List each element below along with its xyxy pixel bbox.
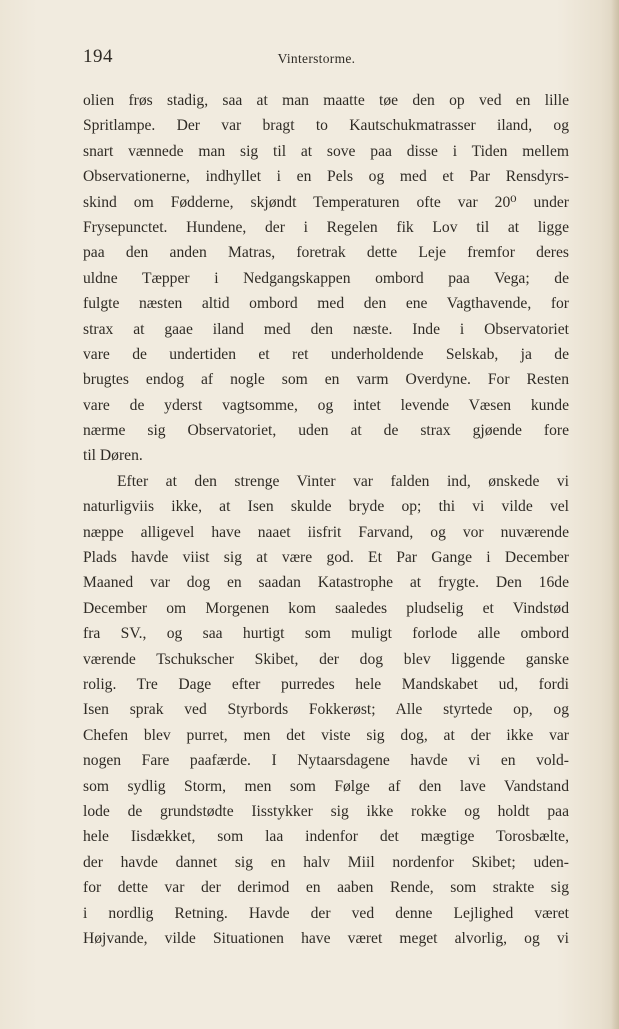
text-line: for dette var der derimod en aaben Rende, som strakte sig xyxy=(83,879,569,897)
text-line: Frysepunctet. Hundene, der i Regelen fik Lov til at ligge xyxy=(83,218,569,236)
text-line: nogen Fare paafærde. I Nytaarsdagene havde vi en vold- xyxy=(83,752,569,770)
page-number: 194 xyxy=(83,46,113,67)
text-line: fulgte næsten altid ombord med den ene Vagthavende, for xyxy=(83,295,569,313)
text-line: fra SV., og saa hurtigt som muligt forlode alle ombord xyxy=(83,625,569,643)
text-line: værende Tschukscher Skibet, der dog blev liggende ganske xyxy=(83,650,569,668)
text-line: uldne Tæpper i Nedgangskappen ombord paa Vega; de xyxy=(83,269,569,287)
text-line-paragraph-start: Efter at den strenge Vinter var falden ind, ønskede vi xyxy=(117,472,569,490)
running-title: Vinterstorme. xyxy=(277,51,356,66)
text-line: olien frøs stadig, saa at man maatte tøe den op ved en lille xyxy=(83,92,569,109)
text-line: Chefen blev purret, men det viste sig dog, at der ikke var xyxy=(83,726,569,744)
text-line: Højvande, vilde Situationen have været meget alvorlig, og vi xyxy=(83,929,569,947)
text-line: Maaned var dog en saadan Katastrophe at frygte. Den 16de xyxy=(83,574,569,592)
text-line: naturligviis ikke, at Isen skulde bryde op; thi vi vilde vel xyxy=(83,498,569,516)
text-line-paragraph-end: til Døren. xyxy=(83,447,143,465)
text-line: nærme sig Observatoriet, uden at de strax gjøende fore xyxy=(83,422,569,440)
text-line: paa den anden Matras, foretrak dette Leje fremfor deres xyxy=(83,244,569,262)
text-line: snart vænnede man sig til at sove paa disse i Tiden mellem xyxy=(83,142,569,160)
text-line: strax at gaae iland med den næste. Inde i Observatoriet xyxy=(83,320,569,338)
body-text xyxy=(83,88,569,951)
text-line: vare de undertiden et ret underholdende Selskab, ja de xyxy=(83,345,569,363)
text-line: December om Morgenen kom saaledes pludselig et Vindstød xyxy=(83,599,569,617)
text-line: hele Iisdækket, som laa indenfor det mægtige Torosbælte, xyxy=(83,828,569,846)
text-line: som sydlig Storm, men som Følge af den lave Vandstand xyxy=(83,777,569,795)
text-line: Plads havde viist sig at være god. Et Par Gange i December xyxy=(83,549,569,567)
text-line: næppe alligevel have naaet iisfrit Farvand, og vor nuværende xyxy=(83,523,569,541)
text-line: brugtes endog af nogle som en varm Overdyne. For Resten xyxy=(83,371,569,389)
page-edge-shadow xyxy=(611,0,619,1029)
text-line: rolig. Tre Dage efter purredes hele Mandskabet ud, fordi xyxy=(83,675,569,693)
text-line: i nordlig Retning. Havde der ved denne Lejlighed været xyxy=(83,904,569,922)
text-line: skind om Fødderne, skjøndt Temperaturen ofte var 20⁰ under xyxy=(83,193,569,211)
text-line: Spritlampe. Der var bragt to Kautschukmatrasser iland, og xyxy=(83,117,569,135)
text-line: lode de grundstødte Iisstykker sig ikke rokke og holdt paa xyxy=(83,802,569,820)
text-line: vare de yderst vagtsomme, og intet levende Væsen kunde xyxy=(83,396,569,414)
text-line: Isen sprak ved Styrbords Fokkerøst; Alle styrtede op, og xyxy=(83,701,569,719)
text-line: Observationerne, indhyllet i en Pels og med et Par Rensdyrs- xyxy=(83,168,569,186)
text-line: der havde dannet sig en halv Miil nordenfor Skibet; uden- xyxy=(83,853,569,871)
